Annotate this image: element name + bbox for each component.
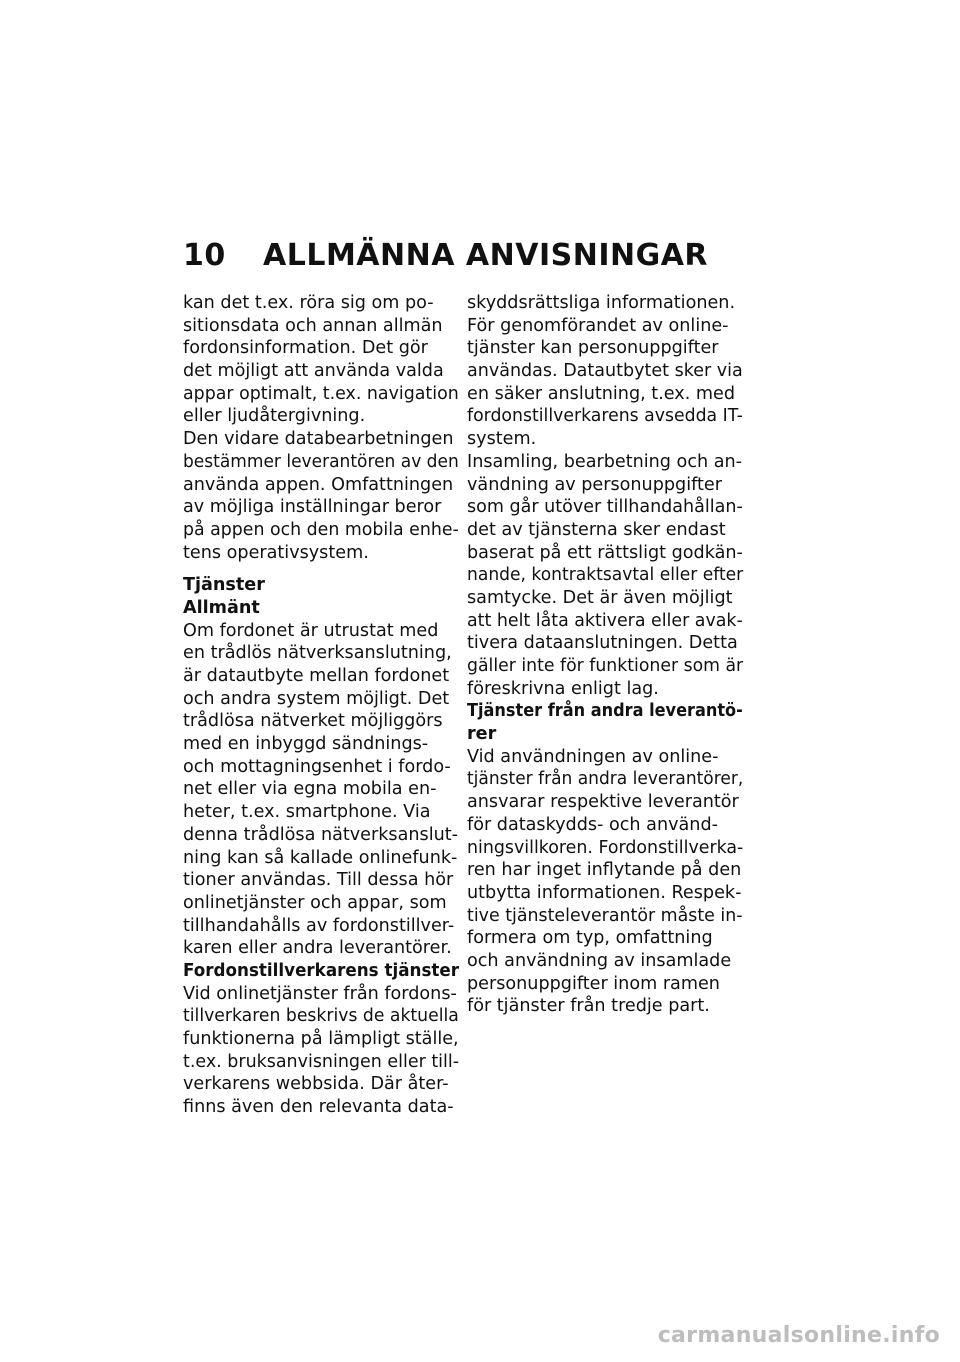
left-text-column [183, 292, 460, 1119]
right-column-text-line: tive tjänsteleverantör måste in- [467, 905, 743, 926]
right-column-text-line: Vid användningen av online- [467, 746, 719, 767]
left-column-text-line: finns även den relevanta data- [183, 1097, 454, 1118]
left-column-text-line: är datautbyte mellan fordonet [183, 666, 450, 686]
right-column-text-line: skyddsrättsliga informationen. [467, 293, 736, 313]
right-column-text-line: för dataskydds- och använd- [467, 814, 718, 835]
left-column-heading-line: Tjänster [183, 575, 265, 596]
left-column-text-line: onlinetjänster och appar, som [183, 892, 447, 913]
right-column-text-line: Insamling, bearbetning och an- [467, 451, 743, 472]
right-column-text-line: ren har inget inflytande på den [467, 860, 742, 881]
right-column-text-line: baserat på ett rättsligt godkän- [467, 542, 743, 563]
left-column-text-line: Om fordonet är utrustat med [183, 620, 439, 641]
left-column-text-line: använda appen. Omfattningen [183, 474, 454, 495]
right-column-text-line: tivera dataanslutningen. Detta [467, 633, 738, 654]
left-column-heading-line: Allmänt [183, 597, 260, 618]
right-column-text-line: ningsvillkoren. Fordonstillverka- [467, 837, 744, 858]
right-column-text-line: För genomförandet av online- [467, 315, 729, 336]
right-column-text-line: och användning av insamlade [467, 950, 732, 971]
left-column-text-line: denna trådlösa nätverksanslut- [183, 824, 458, 845]
left-column-heading-line: Fordonstillverkarens tjänster [183, 960, 460, 981]
right-column-text-line: system. [467, 429, 537, 450]
left-column-text-line: karen eller andra leverantörer. [183, 938, 452, 959]
left-column-text-line: trådlösa nätverket möjliggörs [183, 711, 443, 732]
right-column-text-line: tjänster kan personuppgifter [467, 338, 719, 359]
right-column-text-line: formera om typ, omfattning [467, 928, 713, 949]
left-column-text-line: tillhandahålls av fordonstillver- [183, 915, 455, 936]
left-column-text-line: heter, t.ex. smartphone. Via [183, 802, 431, 823]
left-column-text-line: Vid onlinetjänster från fordons- [183, 983, 457, 1004]
right-column-text-line: ansvarar respektive leverantör [467, 792, 739, 813]
right-column-text-line: en säker anslutning, t.ex. med [467, 383, 736, 404]
left-column-text-line: bestämmer leverantören av den [183, 451, 459, 472]
left-column-text-line: fordonsinformation. Det gör [183, 338, 428, 359]
left-column-text-line: en trådlös nätverksanslutning, [183, 643, 452, 664]
left-column-text-line: eller ljudåtergivning. [183, 406, 366, 427]
chapter-title: ALLMÄNNA ANVISNINGAR [263, 238, 709, 273]
right-column-text-line: tjänster från andra leverantörer, [467, 769, 744, 790]
right-column-text-line: fordonstillverkarens avsedda IT- [467, 406, 743, 427]
left-column-text-line: tens operativsystem. [183, 542, 369, 563]
left-column-text-line: appar optimalt, t.ex. navigation [183, 383, 459, 404]
left-column-text-line: t.ex. bruksanvisningen eller till- [183, 1051, 460, 1072]
right-text-column [467, 292, 744, 1018]
right-column-text-line: som går utöver tillhandahållan- [467, 497, 743, 518]
right-column-text-line: personuppgifter inom ramen [467, 973, 720, 994]
chapter-number: 10 [183, 238, 226, 273]
left-column-text-line: och mottagningsenhet i fordo- [183, 756, 451, 777]
right-column-text-line: nande, kontraktsavtal eller efter [467, 565, 744, 586]
left-column-text-line: net eller via egna mobila en- [183, 779, 437, 800]
left-column-text-line: på appen och den mobila enhe- [183, 519, 459, 540]
right-column-text-line: vändning av personuppgifter [467, 474, 722, 495]
left-column-text-line: tillverkaren beskrivs de aktuella [183, 1006, 459, 1027]
left-column-text-line: det möjligt att använda valda [183, 361, 444, 382]
left-column-text-line: funktionerna på lämpligt ställe, [183, 1029, 459, 1049]
right-column-text-line: föreskrivna enligt lag. [467, 678, 659, 699]
watermark: carmanualsonline.info [657, 1323, 940, 1348]
left-column-text-line: Den vidare databearbetningen [183, 429, 454, 450]
right-column-text-line: samtycke. Det är även möjligt [467, 587, 733, 608]
paragraph-gap [183, 564, 455, 574]
right-column-text-line: gäller inte för funktioner som är [467, 656, 744, 676]
page-header [183, 238, 783, 278]
right-column-text-line: för tjänster från tredje part. [467, 996, 710, 1017]
left-column-text-line: kan det t.ex. röra sig om po- [183, 293, 434, 313]
right-column-text-line: utbytta informationen. Respek- [467, 882, 742, 903]
left-column-text-line: och andra system möjligt. Det [183, 688, 450, 709]
left-column-text-line: tioner användas. Till dessa hör [183, 870, 454, 891]
right-column-text-line: att helt låta aktivera eller avak- [467, 610, 743, 631]
left-column-text-line: sitionsdata och annan allmän [183, 315, 443, 336]
right-column-text-line: användas. Datautbytet sker via [467, 361, 743, 382]
right-column-heading-line: rer [467, 724, 497, 745]
left-column-text-line: ning kan så kallade onlinefunk- [183, 847, 458, 868]
left-column-text-line: verkarens webbsida. Där åter- [183, 1074, 449, 1095]
left-column-text-line: med en inbyggd sändnings- [183, 734, 429, 755]
right-column-heading-line: Tjänster från andra leverantö- [467, 701, 743, 722]
left-column-text-line: av möjliga inställningar beror [183, 497, 442, 518]
right-column-text-line: det av tjänsterna sker endast [467, 519, 726, 540]
